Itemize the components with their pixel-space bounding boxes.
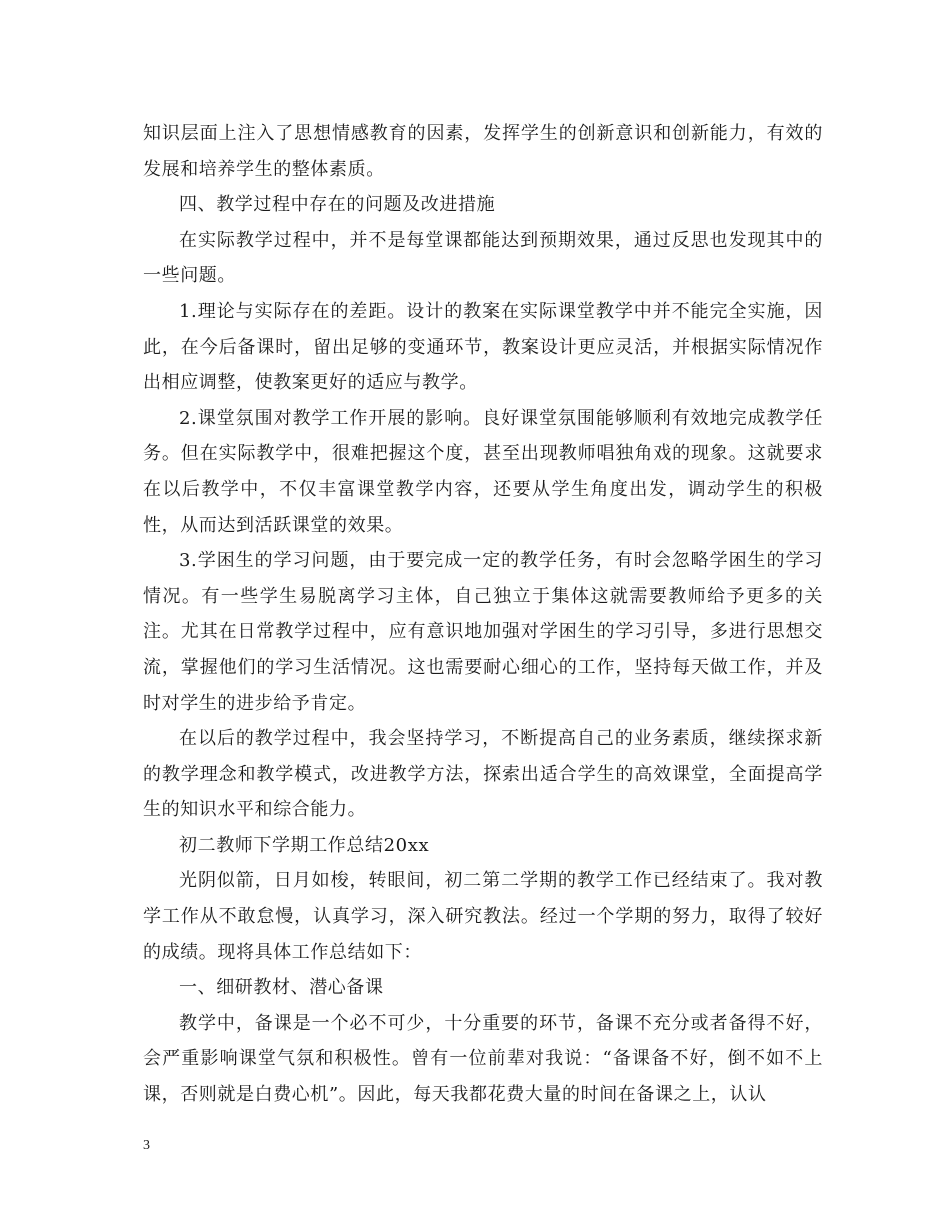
- paragraph: 知识层面上注入了思想情感教育的因素，发挥学生的创新意识和创新能力，有效的发展和培养学生的整体素质。: [143, 123, 823, 180]
- section-heading: 四、教学过程中存在的问题及改进措施: [179, 194, 496, 216]
- paragraph: 在实际教学过程中，并不是每堂课都能达到预期效果，通过反思也发现其中的一些问题。: [143, 229, 823, 287]
- paragraph: 教学中，备课是一个必不可少，十分重要的环节，备课不充分或者备得不好，会严重影响课堂气氛和积极性。曾有一位前辈对我说：“备课备不好，倒不如不上课，否则就是白费心机”。因此，每天我都花费大量的时间在备课之上，认认: [143, 1012, 823, 1106]
- page-number: 3: [143, 1138, 150, 1153]
- section-heading: 一、细研教材、潜心备课: [179, 977, 384, 999]
- paragraph: 在以后的教学过程中，我会坚持学习，不断提高自己的业务素质，继续探求新的教学理念和教学模式，改进教学方法，探索出适合学生的高效课堂，全面提高学生的知识水平和综合能力。: [143, 728, 823, 821]
- list-item: 3.学困生的学习问题，由于要完成一定的教学任务，有时会忽略学困生的学习情况。有一些学生易脱离学习主体，自己独立于集体这就需要教师给予更多的关注。尤其在日常教学过程中，应有意识地加强对学困生的学习引导，多进行思想交流，掌握他们的学习生活情况。这也需要耐心细心的工作，坚持每天做工作，并及时对学生的进步给予肯定。: [143, 550, 823, 714]
- list-item: 2.课堂氛围对教学工作开展的影响。良好课堂氛围能够顺利有效地完成教学任务。但在实际教学中，很难把握这个度，甚至出现教师唱独角戏的现象。这就要求在以后教学中，不仅丰富课堂教学内容，还要从学生角度出发，调动学生的积极性，从而达到活跃课堂的效果。: [143, 407, 823, 536]
- document-title: 初二教师下学期工作总结20xx: [179, 834, 430, 856]
- list-item: 1.理论与实际存在的差距。设计的教案在实际课堂教学中并不能完全实施，因此，在今后备课时，留出足够的变通环节，教案设计更应灵活，并根据实际情况作出相应调整，使教案更好的适应与教学。: [143, 300, 823, 394]
- document-body: [143, 116, 823, 1113]
- paragraph: 光阴似箭，日月如梭，转眼间，初二第二学期的教学工作已经结束了。我对教学工作从不敢怠慢，认真学习，深入研究教法。经过一个学期的努力，取得了较好的成绩。现将具体工作总结如下：: [143, 870, 823, 963]
